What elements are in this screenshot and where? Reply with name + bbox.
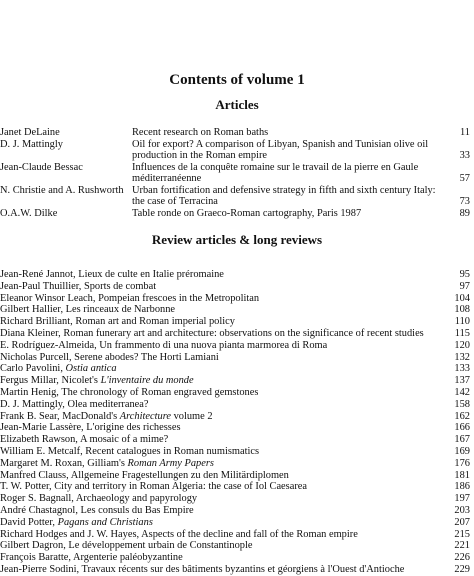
review-plain: Lieux de culte en Italie préromaine [78,269,224,280]
review-plain: MacDonald's [62,410,120,422]
review-entry [0,505,474,517]
review-author: Roger S. Bagnall, [0,493,74,505]
review-author: Margaret M. Roxan, [0,457,85,469]
review-text [0,340,327,352]
review-page-number: 162 [454,410,470,422]
article-entry [0,139,474,162]
article-title: Table ronde on Graeco-Roman cartography, Paris 1987 [132,207,362,219]
review-text [0,552,183,564]
review-author: William E. Metcalf, [0,445,83,457]
review-text [0,540,253,552]
review-plain: Roman funerary art and architecture: observations on the significance of recent studies [63,327,424,339]
review-plain: Olea mediterranea? [67,398,149,410]
review-entry [0,481,474,493]
review-page-number: 176 [454,457,470,469]
review-page-number: 104 [454,292,470,304]
review-italic: Architecture [119,410,171,422]
review-plain: L'origine des richesses [86,422,181,434]
review-page-number: 186 [454,481,470,493]
review-entry [0,269,474,281]
review-author: Richard Hodges and J. W. Hayes, [0,528,140,540]
review-text [0,470,289,482]
review-author: André Chastagnol, [0,504,78,516]
review-page-number: 181 [454,469,470,481]
review-text [0,281,156,293]
review-entry [0,434,474,446]
review-text [0,411,213,423]
article-entry [0,185,474,208]
review-plain: The chronology of Roman engraved gemstones [61,386,259,398]
review-entry [0,304,474,316]
review-text [0,387,258,399]
review-tail: volume 2 [170,410,213,422]
review-author: Elizabeth Rawson, [0,434,78,446]
review-text [0,316,235,328]
review-page-number: 133 [454,363,470,375]
article-author: Jean-Claude Bessac [0,161,83,173]
article-page-number: 89 [459,207,470,219]
review-entry [0,375,474,387]
review-entry [0,552,474,564]
review-entry [0,470,474,482]
review-text [0,458,214,470]
review-author: Manfred Clauss, [0,469,69,481]
review-author: Eleanor Winsor Leach, [0,292,96,304]
review-entry [0,458,474,470]
review-page-number: 108 [454,304,470,316]
review-italic: Pagans and Christians [57,516,153,528]
review-italic: Ostia antica [65,363,117,375]
review-author: Fergus Millar, [0,375,59,387]
section-heading-reviews: Review articles & long reviews [151,232,323,247]
review-author: E. Rodríguez-Almeida, [0,339,97,351]
review-page-number: 203 [454,504,470,516]
page-title: Contents of volume 1 [169,72,305,88]
review-author: Jean-Paul Thuillier, [0,280,82,292]
review-plain: Pompeian frescoes in the Metropolitan [98,292,260,304]
review-plain: Archaeology and papyrology [75,493,198,505]
review-plain: Recent catalogues in Roman numismatics [85,445,260,457]
review-text [0,399,149,411]
article-title: Oil for export? A comparison of Libyan, Spanish and Tunisian olive oil production in the Roman empire [132,138,429,161]
review-author: Gilbert Hallier, [0,304,64,316]
review-entry [0,387,474,399]
review-entry [0,529,474,541]
review-plain: Le développement urbain de Constantinople [68,540,253,552]
review-text [0,352,219,364]
review-plain: City and territory in Roman Algeria: the case of Iol Caesarea [54,481,308,493]
review-text [0,446,259,458]
review-page-number: 132 [454,351,470,363]
review-author: François Baratte, [0,552,71,564]
review-entry [0,399,474,411]
review-page-number: 110 [454,316,470,328]
review-entry [0,517,474,529]
article-title: Influences de la conquête romaine sur le travail de la pierre en Gaule méditerranéenne [132,161,419,184]
review-page-number: 137 [454,375,470,387]
review-text [0,375,194,387]
review-text [0,293,259,305]
review-plain: Un frammento di una nuova pianta marmorea di Roma [99,339,328,351]
review-plain: Sports de combat [83,280,157,292]
review-text [0,517,153,529]
article-title: Urban fortification and defensive strategy in fifth and sixth century Italy: the case of Terracina [132,184,436,207]
review-entry [0,352,474,364]
review-page-number: 120 [454,339,470,351]
review-italic: Roman Army Papers [127,457,214,469]
review-text [0,422,181,434]
article-entry [0,162,474,185]
review-page-number: 207 [454,516,470,528]
review-page-number: 226 [454,552,470,564]
review-author: Nicholas Purcell, [0,351,72,363]
article-author: N. Christie and A. Rushworth [0,184,124,196]
article-page-number: 11 [459,127,470,138]
review-page-number: 97 [459,280,470,292]
review-text [0,529,358,541]
review-plain: Nicolet's [61,375,101,387]
review-plain: Roman art and Roman imperial policy [75,316,235,328]
review-text [0,304,175,316]
review-text [0,328,424,340]
article-entry [0,127,474,139]
review-author: Diana Kleiner, [0,327,61,339]
review-plain: Serene abodes? The Horti Lamiani [74,351,219,363]
review-italic: L'inventaire du monde [100,375,194,387]
review-author: Carlo Pavolini, [0,363,63,375]
review-text [0,505,194,517]
review-page-number: 169 [454,445,470,457]
review-page-number: 167 [454,434,470,446]
review-page-number: 215 [454,528,470,540]
review-page-number: 115 [454,327,470,339]
review-entry [0,316,474,328]
review-author: Martin Henig, [0,386,59,398]
article-page-number: 73 [459,196,470,207]
review-entry [0,493,474,505]
review-text [0,363,117,375]
articles-list [0,127,474,219]
review-entry [0,540,474,552]
article-page-number: 57 [459,173,470,184]
article-author: Janet DeLaine [0,127,60,138]
review-text [0,493,197,505]
review-page-number: 95 [459,269,470,280]
article-author: D. J. Mattingly [0,138,63,150]
review-plain: Les consuls du Bas Empire [80,504,194,516]
review-plain: Aspects of the decline and fall of the Roman empire [141,528,358,540]
review-plain: Argenterie paléobyzantine [73,552,183,564]
review-author: Gilbert Dagron, [0,540,66,552]
review-plain: Gilliam's [87,457,128,469]
review-page-number: 166 [454,422,470,434]
review-author: Jean-Marie Lassère, [0,422,84,434]
review-entry [0,340,474,352]
review-plain: Travaux récents sur des bâtiments byzantins et géorgiens à l'Ouest d'Antioche [81,563,405,575]
review-entry [0,446,474,458]
review-author: Frank B. Sear, [0,410,60,422]
review-page-number: 197 [454,493,470,505]
review-author: Jean-René Jannot, [0,269,76,280]
review-text [0,481,307,493]
review-author: D. J. Mattingly, [0,398,65,410]
review-plain: Les rinceaux de Narbonne [65,304,176,316]
article-entry [0,208,474,220]
review-page-number: 221 [454,540,470,552]
review-text [0,434,168,446]
review-author: T. W. Potter, [0,481,52,493]
review-text [0,269,224,281]
review-entry [0,328,474,340]
review-entry [0,293,474,305]
review-entry [0,564,474,576]
review-author: Richard Brilliant, [0,316,73,328]
review-entry [0,363,474,375]
review-author: Jean-Pierre Sodini, [0,563,80,575]
article-title: Recent research on Roman baths [132,127,269,138]
reviews-list [0,269,474,576]
review-page-number: 229 [454,563,470,575]
review-entry [0,411,474,423]
review-entry [0,422,474,434]
article-page-number: 33 [459,150,470,161]
review-page-number: 142 [454,386,470,398]
review-plain: A mosaic of a mime? [79,434,169,446]
review-page-number: 158 [454,398,470,410]
section-heading-articles: Articles [215,97,259,112]
review-text [0,564,404,576]
review-author: David Potter, [0,516,55,528]
article-author: O.A.W. Dilke [0,207,58,219]
review-plain: Allgemeine Fragestellungen zu den Militärdiplomen [70,469,289,481]
review-entry [0,281,474,293]
